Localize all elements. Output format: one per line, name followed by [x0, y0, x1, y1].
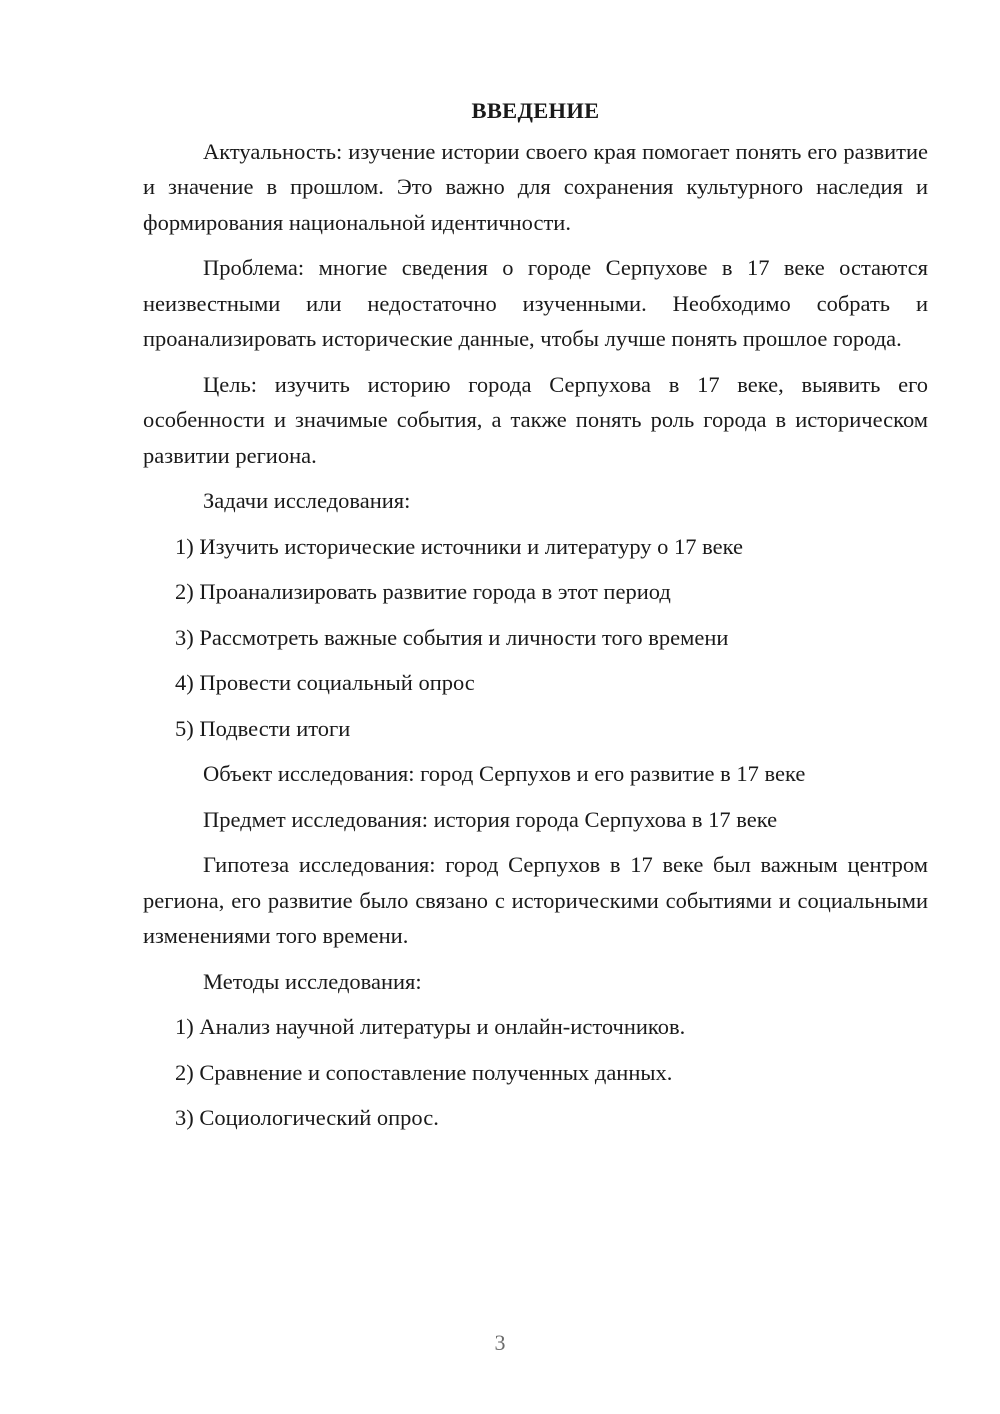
- methods-list: [143, 1009, 928, 1136]
- method-item-2: 2) Сравнение и сопоставление полученных данных.: [175, 1059, 673, 1085]
- tasks-heading: Задачи исследования:: [203, 488, 411, 513]
- page-title: ВВЕДЕНИЕ: [471, 98, 600, 123]
- goal-paragraph: Цель: изучить историю города Серпухова в 17 веке, выявить его особенности и значимые события, а также понять роль города в историческом развитии региона.: [143, 371, 928, 468]
- hypothesis-paragraph: Гипотеза исследования: город Серпухов в 17 веке был важным центром региона, его развитие было связано с историческими событиями и социальными изменениями того времени.: [143, 852, 928, 948]
- problem-paragraph: Проблема: многие сведения о городе Серпухове в 17 веке остаются неизвестными или недостаточно изученными. Необходимо собрать и проанализировать исторические данные, чтобы лучше понять прошлое города.: [143, 255, 928, 351]
- task-item-4: 4) Провести социальный опрос: [175, 670, 475, 695]
- method-item-1: 1) Анализ научной литературы и онлайн-источников.: [175, 1014, 686, 1039]
- task-item-1: 1) Изучить исторические источники и литературу о 17 веке: [175, 533, 743, 559]
- page-content: [143, 93, 928, 1146]
- method-item-3: 3) Социологический опрос.: [175, 1105, 439, 1130]
- subject-paragraph: Предмет исследования: история города Серпухова в 17 веке: [203, 806, 778, 832]
- tasks-list: [143, 529, 928, 747]
- object-paragraph: Объект исследования: город Серпухов и его развитие в 17 веке: [203, 761, 806, 786]
- relevance-paragraph: Актуальность: изучение истории своего края помогает понять его развитие и значение в прошлом. Это важно для сохранения культурного наследия и формирования национальной идентичности.: [143, 138, 928, 235]
- task-item-2: 2) Проанализировать развитие города в этот период: [175, 579, 671, 604]
- task-item-5: 5) Подвести итоги: [175, 715, 351, 741]
- methods-heading: Методы исследования:: [203, 968, 422, 994]
- task-item-3: 3) Рассмотреть важные события и личности того времени: [175, 624, 729, 650]
- page-number: 3: [494, 1330, 506, 1355]
